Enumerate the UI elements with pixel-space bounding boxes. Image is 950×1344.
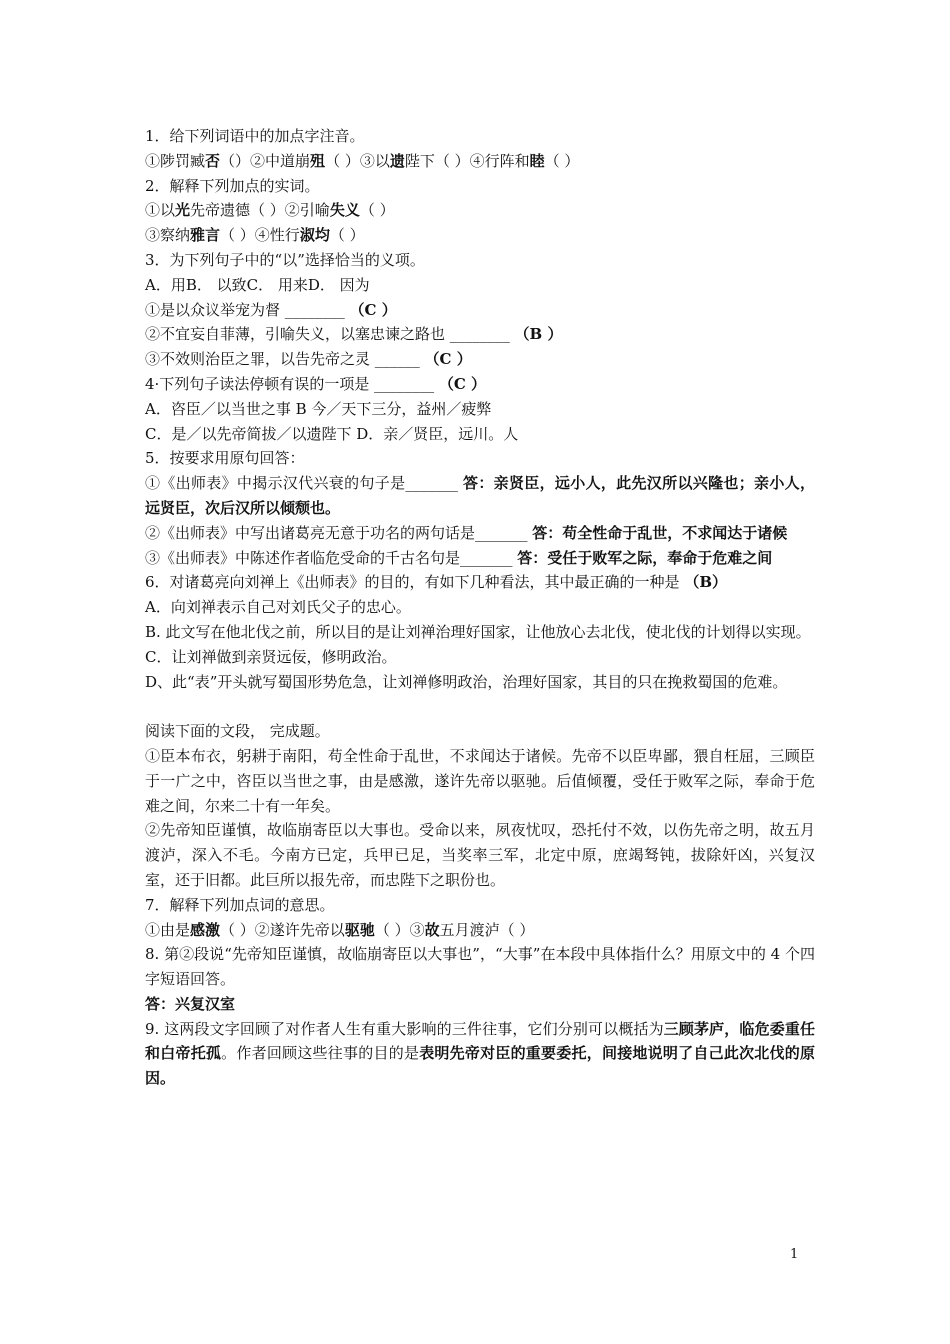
- document-body: [145, 124, 815, 1091]
- text-segment: （ ）③以: [325, 151, 390, 170]
- text-line: [145, 992, 815, 1017]
- text-line: [145, 322, 815, 347]
- text-segment: （ ）: [329, 226, 365, 245]
- text-segment: C．是／以先帝简拔／以遗陛下 D．亲／贤臣，远川。人: [145, 424, 519, 443]
- text-segment: ①以: [145, 201, 176, 220]
- text-line: [145, 719, 815, 744]
- text-segment: 9. 这两段文字回顾了对作者人生有重大影响的三件往事，它们分别可以概括为: [145, 1019, 664, 1038]
- text-line: [145, 422, 815, 447]
- text-segment: 3．为下列句子中的“以”选择恰当的义项。: [145, 250, 425, 269]
- text-segment: C．让刘禅做到亲贤远佞，修明政治。: [145, 647, 397, 666]
- text-line: [145, 124, 815, 149]
- bold-text: （C ）: [438, 374, 487, 393]
- bold-text: 驱驰: [344, 920, 375, 939]
- page-number: 1: [790, 1247, 799, 1262]
- bold-text: （C ）: [424, 350, 472, 369]
- text-line: [145, 595, 815, 620]
- bold-text: 遗: [389, 151, 405, 170]
- text-line: [145, 223, 815, 248]
- bold-text: （C ）: [349, 300, 397, 319]
- text-segment: （ ）③: [374, 920, 425, 939]
- text-segment: 先帝遗德（ ）②引喻: [190, 201, 330, 220]
- text-line: [145, 347, 815, 372]
- text-segment: ①陟罚臧: [145, 151, 206, 170]
- bold-text: 光: [175, 201, 191, 220]
- bold-text: 失义: [329, 201, 360, 220]
- text-segment: ①《出师表》中揭示汉代兴衰的句子是_______: [145, 474, 463, 493]
- bold-text: 答：受任于败军之际，奉命于危难之间: [517, 548, 773, 567]
- text-line: [145, 670, 815, 695]
- text-segment: （）②中道崩: [220, 151, 311, 170]
- text-line: [145, 1017, 815, 1091]
- bold-text: 故: [424, 920, 440, 939]
- text-line: [145, 174, 815, 199]
- text-segment: 4·下列句子读法停顿有误的一项是 ________: [145, 374, 439, 393]
- text-segment: D、此“表”开头就写蜀国形势危急，让刘禅修明政治，治理好国家，其目的只在挽救蜀国的危难。: [145, 672, 788, 691]
- text-line: [145, 620, 815, 645]
- text-line: [145, 198, 815, 223]
- bold-text: 否: [205, 151, 221, 170]
- text-segment: 2．解释下列加点的实词。: [145, 176, 320, 195]
- bold-text: 感激: [190, 920, 221, 939]
- text-segment: B. 此文写在他北伐之前，所以目的是让刘禅治理好国家，让他放心去北伐，使北伐的计划得以实现。: [145, 622, 811, 641]
- text-line: [145, 273, 815, 298]
- text-line: [145, 248, 815, 273]
- text-segment: ③察纳: [145, 226, 191, 245]
- bold-text: 雅言: [190, 226, 221, 245]
- bold-text: 三顾茅庐，临危委重任和白帝托孤: [145, 1019, 815, 1063]
- text-line: [145, 446, 815, 471]
- text-segment: ③《出师表》中陈述作者临危受命的千古名句是_______: [145, 548, 518, 567]
- text-segment: 7．解释下列加点词的意思。: [145, 895, 335, 914]
- bold-text: 淑均: [299, 226, 330, 245]
- text-line: [145, 471, 815, 521]
- text-line: [145, 893, 815, 918]
- text-segment: （ ）④性行: [220, 226, 300, 245]
- text-segment: 8. 第②段说“先帝知臣谨慎，故临崩寄臣以大事也”，“大事”在本段中具体指什么？用原文中的 4 个四字短语回答。: [145, 945, 815, 989]
- text-segment: A．向刘禅表示自己对刘氏父子的忠心。: [145, 598, 411, 617]
- text-line: [145, 818, 815, 892]
- text-segment: 阅读下面的文段， 完成题。: [145, 722, 330, 741]
- text-segment: ①由是: [145, 920, 191, 939]
- text-line: [145, 744, 815, 818]
- text-line: [145, 918, 815, 943]
- text-segment: ③不效则治臣之罪，以告先帝之灵 ______: [145, 350, 425, 369]
- bold-text: 睦: [529, 151, 545, 170]
- text-line: [145, 372, 815, 397]
- text-segment: 五月渡泸（ ）: [439, 920, 535, 939]
- text-segment: 5．按要求用原句回答：: [145, 449, 305, 468]
- text-segment: （ ）: [359, 201, 395, 220]
- text-segment: A．用B． 以致C． 用来D． 因为: [145, 275, 370, 294]
- text-segment: ②《出师表》中写出诸葛亮无意于功名的两句话是_______: [145, 523, 533, 542]
- text-segment: 。作者回顾这些往事的目的是: [221, 1044, 420, 1063]
- bold-text: 答：兴复汉室: [145, 994, 236, 1013]
- bold-text: （B ）: [514, 325, 563, 344]
- text-segment: ②先帝知臣谨慎，故临崩寄臣以大事也。受命以来，夙夜忧叹，恐托付不效，以伤先帝之明，故五月渡泸，深入不毛。今南方已定，兵甲已足，当奖率三军，北定中原，庶竭驽钝，拔除奸凶，兴复汉室，还于旧都。此巨所以报先帝，而忠陛下之职份也。: [145, 821, 815, 889]
- text-line: [145, 570, 815, 595]
- bold-text: 答：苟全性命于乱世，不求闻达于诸候: [532, 523, 788, 542]
- text-line: [145, 397, 815, 422]
- text-segment: ①臣本布衣，躬耕于南阳，苟全性命于乱世，不求闻达于诸候。先帝不以臣卑鄙，猥自枉屈，三顾臣于一广之中，咨臣以当世之事，由是感激，遂许先帝以驱驰。后值倾覆，受任于败军之际，奉命于危难之间，尔来二十有一年矣。: [145, 746, 815, 815]
- bold-text: 答：亲贤臣，远小人，此先汉所以兴隆也；亲小人，远贤臣，次后汉所以倾颓也。: [145, 474, 815, 517]
- text-segment: 陛下（ ）④行阵和: [404, 151, 530, 170]
- text-line: [145, 546, 815, 571]
- text-segment: ②不宜妄自菲薄，引喻失义，以塞忠谏之路也 ________: [145, 325, 515, 344]
- text-segment: 6．对诸葛亮向刘禅上《出师表》的目的，有如下几种看法，其中最正确的一种是: [145, 573, 685, 592]
- text-segment: 1．给下列词语中的加点字注音。: [145, 127, 365, 145]
- text-line: [145, 942, 815, 992]
- text-segment: （ ）: [544, 151, 580, 170]
- bold-text: 殂: [310, 151, 326, 170]
- text-line: [145, 694, 815, 719]
- text-segment: A．咨臣／以当世之事 B 今／天下三分，益州／疲弊: [145, 399, 492, 418]
- bold-text: 表明先帝对臣的重要委托，间接地说明了自己此次北伐的原因。: [145, 1044, 815, 1088]
- text-segment: ①是以众议举宠为督 ________: [145, 300, 350, 319]
- text-line: [145, 521, 815, 546]
- text-line: [145, 645, 815, 670]
- text-line: [145, 298, 815, 323]
- text-line: [145, 149, 815, 174]
- bold-text: （B）: [684, 573, 728, 592]
- text-segment: （ ）②遂许先帝以: [220, 920, 345, 939]
